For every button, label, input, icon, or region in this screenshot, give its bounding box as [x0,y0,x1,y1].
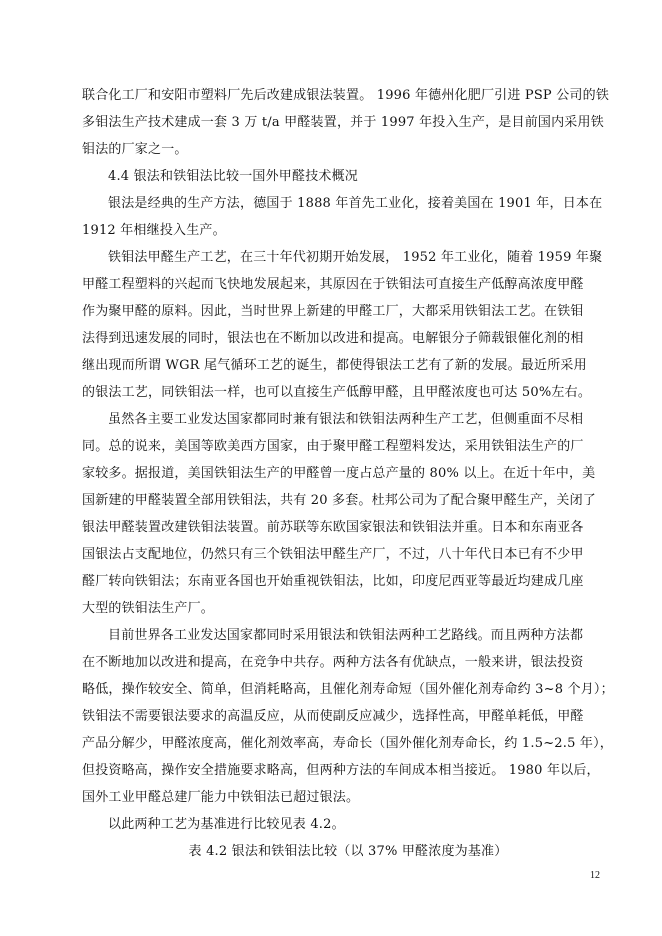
text-line: 虽然各主要工业发达国家都同时兼有银法和铁钼法两种生产工艺，但侧重面不尽相 [108,412,584,427]
text-line: 同。总的说来，美国等欧美西方国家，由于聚甲醛工程塑料发达，采用铁钼法生产的厂 [82,439,584,454]
document-body [82,82,614,865]
text-line: 国新建的甲醛装置全部用铁钼法，共有 20 多套。杜邦公司为了配合聚甲醛生产，关闭了 [82,493,597,508]
text-line: 铁钼法不需要银法要求的高温反应，从而使副反应减少，选择性高，甲醛单耗低，甲醛 [82,709,584,724]
text-line: 略低，操作较安全、简单，但消耗略高，且催化剂寿命短（国外催化剂寿命约 3~8 个月）； [82,682,614,697]
text-line: 1912 年相继投入生产。 [82,223,226,238]
section-heading: 4.4 银法和铁钼法比较一国外甲醛技术概况 [108,169,359,184]
text-line: 作为聚甲醛的原料。因此，当时世界上新建的甲醛工厂，大都采用铁钼法工艺。在铁钼 [82,304,584,319]
text-line: 钼法的厂家之一。 [82,142,188,157]
text-line: 的银法工艺，同铁钼法一样，也可以直接生产低醇甲醛，且甲醛浓度也可达 50%左右。 [82,385,592,400]
text-line: 目前世界各工业发达国家都同时采用银法和铁钼法两种工艺路线。而且两种方法都 [108,628,584,643]
text-line: 联合化工厂和安阳市塑料厂先后改建成银法装置。 1996 年德州化肥厂引进 PSP 公司的铁 [82,88,610,103]
text-line: 继出现而所谓 WGR 尾气循环工艺的诞生，都使得银法工艺有了新的发展。最近所采用 [82,358,587,373]
text-line: 法得到迅速发展的同时，银法也在不断加以改进和提高。电解银分子筛载银催化剂的相 [82,331,584,346]
page-number: 12 [590,870,600,881]
text-line: 国外工业甲醛总建厂能力中铁钼法已超过银法。 [82,790,360,805]
text-line: 银法甲醛装置改建铁钼法装置。前苏联等东欧国家银法和铁钼法并重。日本和东南亚各 [82,520,584,535]
text-line: 大型的铁钼法生产厂。 [82,601,215,616]
text-line: 但投资略高，操作安全措施要求略高，但两种方法的车间成本相当接近。 1980 年以后， [82,763,600,778]
text-line: 甲醛工程塑料的兴起而飞快地发展起来，其原因在于铁钼法可直接生产低醇高浓度甲醛 [82,277,584,292]
text-line: 醛厂转向铁钼法；东南亚各国也开始重视铁钼法，比如，印度尼西亚等最近均建成几座 [82,574,584,589]
text-line: 以此两种工艺为基准进行比较见表 4.2。 [108,817,345,832]
text-line: 国银法占支配地位，仍然只有三个铁钼法甲醛生产厂，不过，八十年代日本已有不少甲 [82,547,584,562]
text-line: 家较多。据报道，美国铁钼法生产的甲醛曾一度占总产量的 80% 以上。在近十年中，美 [82,466,596,481]
table-caption: 表 4.2 银法和铁钼法比较（以 37% 甲醛浓度为基准） [188,844,508,859]
text-line: 多钼法生产技术建成一套 3 万 t/a 甲醛装置，并于 1997 年投入生产，是目前国内采用铁 [82,115,604,130]
text-line: 银法是经典的生产方法，德国于 1888 年首先工业化，接着美国在 1901 年，日本在 [108,196,603,211]
text-line: 铁钼法甲醛生产工艺，在三十年代初期开始发展， 1952 年工业化，随着 1959 年聚 [108,250,603,265]
text-line: 产品分解少，甲醛浓度高，催化剂效率高，寿命长（国外催化剂寿命长，约 1.5~2.5 年）， [82,736,614,751]
text-line: 在不断地加以改进和提高，在竞争中共存。两种方法各有优缺点，一般来讲，银法投资 [82,655,584,670]
